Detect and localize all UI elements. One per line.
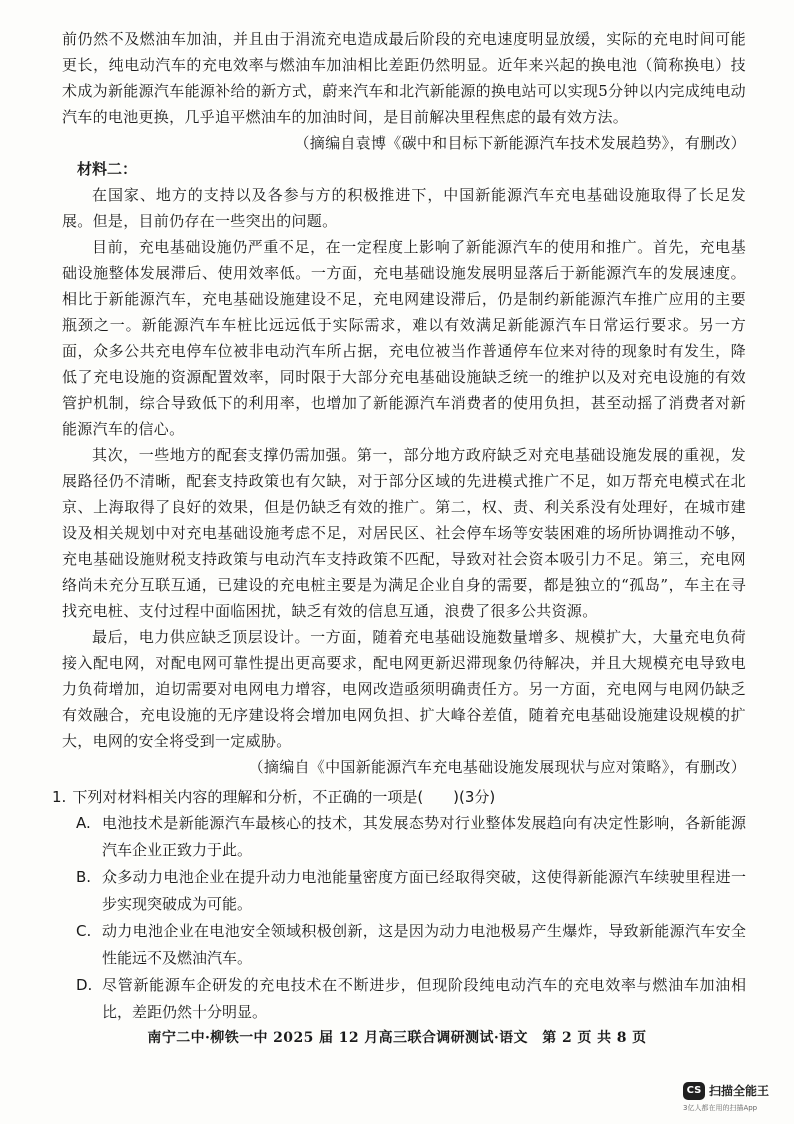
option-d (76, 972, 746, 1026)
question-text: 下列对材料相关内容的理解和分析，不正确的一项是( )(3分) (72, 788, 496, 806)
option-letter: C. (76, 922, 92, 940)
watermark-name: 扫描全能王 (709, 1084, 770, 1098)
material2-heading: 材料二： (77, 160, 138, 178)
material2-paragraph-3: 其次，一些地方的配套支撑仍需加强。第一，部分地方政府缺乏对充电基础设施发展的重视，发展路径仍不清晰，配套支持政策也有欠缺，对于部分区域的先进模式推广不足，如万帮充电模式在北京、上海取得了良好的效果，但是仍缺乏有效的推广。第二，权、责、利关系没有处理好，在城市建设及相关规划中对充电基础设施考虑不足，对居民区、社会停车场等安装困难的场所协调推动不够，充电基础设施财税支持政策与电动汽车支持政策不匹配，导致对社会资本吸引力不足。第三，充电网络尚未充分互联互通，已建设的充电桩主要是为满足企业自身的需要，都是独立的“孤岛”，车主在寻找充电桩、支付过程中面临困扰，缺乏有效的信息互通，浪费了很多公共资源。 (62, 446, 746, 620)
option-letter: A. (76, 814, 91, 832)
camscanner-logo-icon: CS (683, 1082, 705, 1100)
option-b (76, 864, 746, 918)
option-text: 尽管新能源车企研发的充电技术在不断进步，但现阶段纯电动汽车的充电效率与燃油车加油相比，差距仍然十分明显。 (102, 976, 746, 1021)
material1-continuation: 前仍然不及燃油车加油，并且由于涓流充电造成最后阶段的充电速度明显放缓，实际的充电时间可能更长，纯电动汽车的充电效率与燃油车加油相比差距仍然明显。近年来兴起的换电池（简称换电）技术成为新能源汽车能源补给的新方式，蔚来汽车和北汽新能源的换电站可以实现5分钟以内完成纯电动汽车的电池更换，几乎追平燃油车的加油时间，是目前解决里程焦虑的最有效方法。 (62, 30, 746, 126)
material2-paragraph-2: 目前，充电基础设施仍严重不足，在一定程度上影响了新能源汽车的使用和推广。首先，充电基础设施整体发展滞后、使用效率低。一方面，充电基础设施发展明显落后于新能源汽车的发展速度。相比于新能源汽车，充电基础设施建设不足，充电网建设滞后，仍是制约新能源汽车推广应用的主要瓶颈之一。新能源汽车车桩比远远低于实际需求，难以有效满足新能源汽车日常运行要求。另一方面，众多公共充电停车位被非电动汽车所占据，充电位被当作普通停车位来对待的现象时有发生，降低了充电设施的资源配置效率，同时限于大部分充电基础设施缺乏统一的维护以及对充电设施的有效管护机制，综合导致低下的利用率，也增加了新能源汽车消费者的使用负担，甚至动摇了消费者对新能源汽车的信心。 (62, 238, 746, 438)
question-number: 1. (52, 788, 67, 806)
option-c (76, 918, 746, 972)
option-letter: D. (76, 976, 93, 994)
exam-page (52, 26, 746, 1026)
material2-paragraph-1: 在国家、地方的支持以及各参与方的积极推进下，中国新能源汽车充电基础设施取得了长足发展。但是，目前仍存在一些突出的问题。 (62, 186, 746, 230)
question-1-stem (52, 784, 746, 810)
option-text: 动力电池企业在电池安全领域积极创新，这是因为动力电池极易产生爆炸，导致新能源汽车安全性能远不及燃油汽车。 (102, 922, 746, 967)
material1-source: （摘编自袁博《碳中和目标下新能源汽车技术发展趋势》，有删改） (294, 134, 746, 152)
scanner-watermark (683, 1080, 787, 1118)
option-text: 电池技术是新能源汽车最核心的技术，其发展态势对行业整体发展趋向有决定性影响，各新能源汽车企业正致力于此。 (102, 814, 746, 859)
option-text: 众多动力电池企业在提升动力电池能量密度方面已经取得突破，这使得新能源汽车续驶里程进一步实现突破成为可能。 (102, 868, 746, 913)
option-a (76, 810, 746, 864)
watermark-tagline: 3亿人都在用的扫描App (683, 1104, 758, 1112)
option-letter: B. (76, 868, 92, 886)
material2-source: （摘编自《中国新能源汽车充电基础设施发展现状与应对策略》，有删改） (248, 758, 746, 776)
material2-paragraph-4: 最后，电力供应缺乏顶层设计。一方面，随着充电基础设施数量增多、规模扩大，大量充电负荷接入配电网，对配电网可靠性提出更高要求，配电网更新迟滞现象仍待解决，并且大规模充电导致电力负荷增加，迫切需要对电网电力增容，电网改造亟须明确责任方。另一方面，充电网与电网仍缺乏有效融合，充电设施的无序建设将会增加电网负担、扩大峰谷差值，随着充电基础设施建设规模的扩大，电网的安全将受到一定威胁。 (62, 628, 746, 750)
page-footer: 南宁二中·柳铁一中 2025 届 12 月高三联合调研测试·语文 第 2 页 共 8 页 (147, 1030, 647, 1046)
